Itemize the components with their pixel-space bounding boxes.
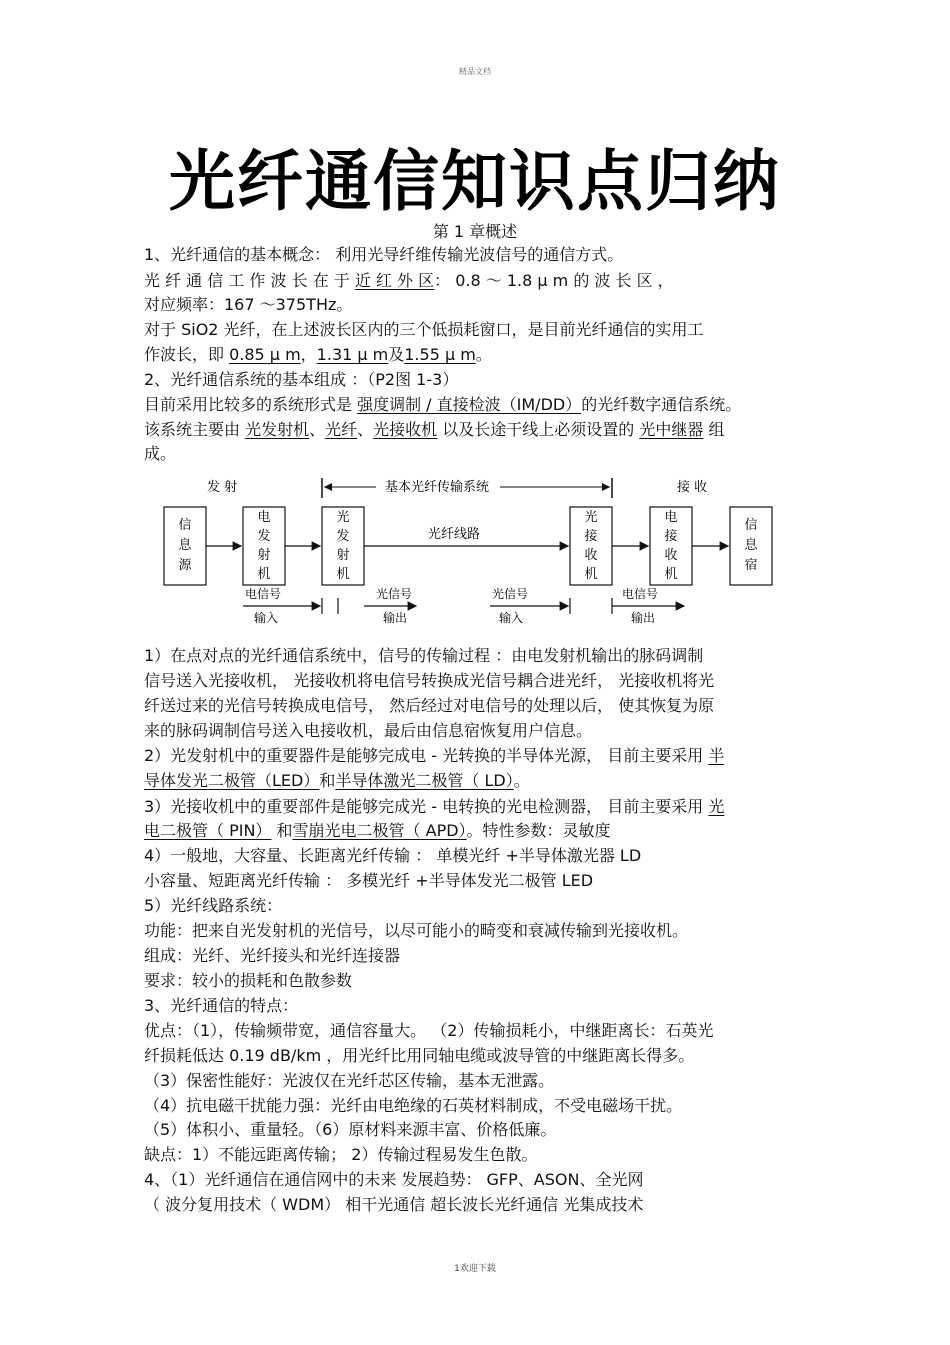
s1-line1: 1、光纤通信的基本概念： 利用光导纤维传输光波信号的通信方式。 <box>144 245 624 264</box>
p1-line3: 纤送过来的光信号转换成电信号， 然后经过对电信号的处理以后， 使其恢复为原 <box>144 696 715 715</box>
s3-line4: （3）保密性能好：光波仅在光纤芯区传输，基本无泄露。 <box>144 1071 555 1090</box>
p4-line2: 小容量、短距离光纤传输 ： 多模光纤 +半导体发光二极管 LED <box>144 871 594 890</box>
s2-line4: 成。 <box>144 444 177 463</box>
svg-text:接: 接 <box>584 529 598 544</box>
svg-text:输入: 输入 <box>499 611 524 625</box>
p2-line2: 导体发光二极管（LED）和半导体激光二极管（ LD）。 <box>144 771 530 790</box>
s2-line3: 该系统主要由 光发射机、光纤、光接收机 以及长途干线上必须设置的 光中继器 组 <box>144 420 725 439</box>
s3-line2: 优点：（1），传输频带宽，通信容量大。 （2）传输损耗小，中继距离长：石英光 <box>144 1021 714 1040</box>
svg-text:光: 光 <box>336 510 350 525</box>
svg-text:射: 射 <box>336 548 350 563</box>
svg-text:息: 息 <box>744 538 758 553</box>
label-send: 发 射 <box>207 480 238 495</box>
near-infrared-term: 近 红 外 区 <box>354 271 435 290</box>
p5-line1: 5）光纤线路系统： <box>144 896 283 915</box>
wavelength-1: 0.85 μ m <box>229 345 301 364</box>
wavelength-3: 1.55 μ m <box>404 345 476 364</box>
p3-line1: 3）光接收机中的重要部件是能够完成光 - 电转换的光电检测器， 目前主要采用 光 <box>144 797 725 816</box>
svg-text:收: 收 <box>584 548 598 563</box>
p5-line3: 组成：光纤、光纤接头和光纤连接器 <box>144 946 401 965</box>
svg-text:输出: 输出 <box>383 611 408 625</box>
s1-line4: 对于 SiO2 光纤，在上述波长区内的三个低损耗窗口，是目前光纤通信的实用工 <box>144 320 704 339</box>
label-system: 基本光纤传输系统 <box>385 480 490 495</box>
p1-line4: 来的脉码调制信号送入电接收机，最后由信息宿恢复用户信息。 <box>144 721 593 740</box>
svg-text:信: 信 <box>178 518 192 533</box>
p4-line1: 4）一般地，大容量、长距离光纤传输 ： 单模光纤 +半导体激光器 LD <box>144 846 642 865</box>
svg-text:射: 射 <box>257 548 271 563</box>
svg-text:光: 光 <box>584 510 598 525</box>
svg-text:息: 息 <box>178 538 192 553</box>
p2-line1: 2）光发射机中的重要器件是能够完成电 - 光转换的半导体光源， 目前主要采用 半 <box>144 746 725 765</box>
wavelength-2: 1.31 μ m <box>316 345 389 364</box>
s4-line1: 4、（1）光纤通信在通信网中的未来 发展趋势： GFP、ASON、全光网 <box>144 1170 644 1189</box>
svg-text:光信号: 光信号 <box>492 587 529 601</box>
svg-text:电: 电 <box>257 510 271 525</box>
s3-line6: （5）体积小、重量轻。（6）原材料来源丰富、价格低廉。 <box>144 1120 557 1139</box>
svg-text:机: 机 <box>584 567 598 582</box>
label-receive: 接 收 <box>677 480 708 495</box>
svg-text:宿: 宿 <box>744 558 758 573</box>
svg-text:机: 机 <box>664 567 678 582</box>
s3-line3: 纤损耗低达 0.19 dB/km ，用光纤比用同轴电缆或波导管的中继距离长得多。 <box>144 1046 695 1065</box>
svg-text:电信号: 电信号 <box>245 587 282 601</box>
svg-text:电: 电 <box>664 510 678 525</box>
svg-text:接: 接 <box>664 529 678 544</box>
svg-text:输出: 输出 <box>631 611 656 625</box>
s2-line2: 目前采用比较多的系统形式是 强度调制 / 直接检波（IM/DD）的光纤数字通信系统。 <box>144 395 742 414</box>
svg-text:电信号: 电信号 <box>622 587 659 601</box>
svg-text:机: 机 <box>336 567 350 582</box>
svg-text:机: 机 <box>257 567 271 582</box>
svg-text:源: 源 <box>178 558 192 573</box>
svg-text:发: 发 <box>336 529 350 544</box>
svg-text:光信号: 光信号 <box>376 587 413 601</box>
svg-text:输入: 输入 <box>254 611 279 625</box>
p5-line4: 要求：较小的损耗和色散参数 <box>144 971 353 990</box>
s1-line5: 作波长，即 0.85 μ m，1.31 μ m及1.55 μ m。 <box>144 345 492 364</box>
p1-line1: 1）在点对点的光纤通信系统中，信号的传输过程 ：由电发射机输出的脉码调制 <box>144 646 704 665</box>
chapter-heading: 第 1 章概述 <box>432 222 518 241</box>
page-header: 精品文档 <box>459 67 491 76</box>
page-footer: 1欢迎下载 <box>454 1264 496 1274</box>
system-diagram <box>150 474 810 629</box>
label-fiber-line: 光纤线路 <box>428 527 481 542</box>
s3-line7: 缺点：1）不能远距离传输； 2）传输过程易发生色散。 <box>144 1145 538 1164</box>
svg-text:发: 发 <box>257 529 271 544</box>
p5-line2: 功能：把来自光发射机的光信号，以尽可能小的畸变和衰减传输到光接收机。 <box>144 921 689 940</box>
imdd-term: 强度调制 / 直接检波（IM/DD） <box>357 395 582 414</box>
s4-line2: （ 波分复用技术（ WDM） 相干光通信 超长波长光纤通信 光集成技术 <box>144 1195 644 1214</box>
p3-line2: 电二极管（ PIN） 和雪崩光电二极管（ APD）。特性参数：灵敏度 <box>144 821 611 840</box>
s2-line1: 2、光纤通信系统的基本组成 ：（P2图 1-3） <box>144 370 459 389</box>
s1-line2: 光 纤 通 信 工 作 波 长 在 于 近 红 外 区： 0.8 ～ 1.8 μ m 的 波 长 区 ， <box>144 271 674 290</box>
p1-line2: 信号送入光接收机， 光接收机将电信号转换成光信号耦合进光纤， 光接收机将光 <box>144 671 715 690</box>
svg-text:收: 收 <box>664 548 678 563</box>
svg-text:信: 信 <box>744 518 758 533</box>
document-title: 光纤通信知识点归纳 <box>169 142 781 220</box>
s1-line3: 对应频率：167 ～375THz。 <box>144 295 353 314</box>
s3-line1: 3、光纤通信的特点： <box>144 996 299 1015</box>
s3-line5: （4）抗电磁干扰能力强：光纤由电绝缘的石英材料制成，不受电磁场干扰。 <box>144 1096 683 1115</box>
